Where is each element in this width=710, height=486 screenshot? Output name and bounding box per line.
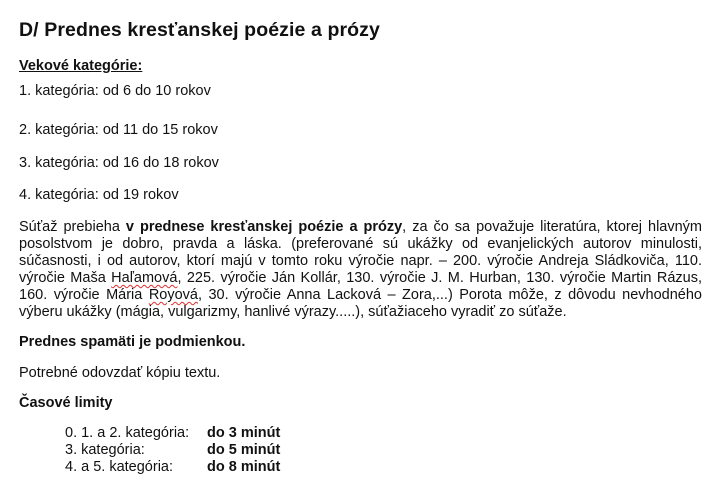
description-line: súčasnosti, i od autorov, ktorí majú v tomto roku výročie napr. – 200. výročie Andreja Sládkoviča, 110.: [19, 253, 702, 269]
age-category-item: 2. kategória: od 11 do 15 rokov: [19, 122, 218, 138]
competition-description: [19, 219, 702, 321]
time-limit-row: [65, 459, 280, 476]
age-categories-title: Vekové kategórie:: [19, 58, 143, 74]
time-limit-category: 3. kategória:: [65, 442, 145, 458]
memory-requirement-note: Prednes spamäti je podmienkou.: [19, 334, 246, 350]
description-line: 160. výročie Mária Royová, 30. výročie Anna Lacková – Zora,...) Porota môže, z dôvodu nevhodného: [19, 287, 702, 303]
time-limit-row: [65, 442, 280, 459]
time-limits-table: [65, 425, 280, 476]
time-limit-row: [65, 425, 280, 442]
description-line: Súťaž prebieha v prednese kresťanskej poézie a prózy, za čo sa považuje literatúra, ktorej hlavným: [19, 219, 702, 235]
time-limit-value: do 3 minút: [207, 425, 281, 441]
time-limit-category: 4. a 5. kategória:: [65, 459, 174, 475]
copy-requirement-note: Potrebné odovzdať kópiu textu.: [19, 365, 221, 381]
time-limit-category: 0. 1. a 2. kategória:: [65, 425, 190, 441]
time-limits-title: Časové limity: [19, 395, 113, 411]
age-category-item: 4. kategória: od 19 rokov: [19, 187, 179, 203]
description-line: posolstvom je dobro, pravda a láska. (preferované sú ukážky od evanjelických autorov minulosti,: [19, 236, 702, 252]
description-line: výročie Maša Haľamová, 225. výročie Ján Kollár, 130. výročie J. M. Hurban, 130. výročie Martin Rázus,: [19, 270, 702, 286]
time-limit-value: do 5 minút: [207, 442, 281, 458]
age-category-item: 1. kategória: od 6 do 10 rokov: [19, 83, 211, 99]
age-category-item: 3. kategória: od 16 do 18 rokov: [19, 155, 219, 171]
description-line: výberu ukážky (mágia, vulgarizmy, hanlivé výrazy.....), súťažiaceho vyradiť zo súťaže.: [19, 304, 567, 320]
competition-name-emphasis: v prednese kresťanskej poézie a prózy: [125, 219, 403, 235]
spellcheck-flagged-word[interactable]: Royová: [148, 287, 198, 303]
spellcheck-flagged-word[interactable]: Haľamová: [111, 270, 178, 286]
section-heading: D/ Prednes kresťanskej poézie a prózy: [19, 19, 380, 41]
time-limit-value: do 8 minút: [207, 459, 281, 475]
